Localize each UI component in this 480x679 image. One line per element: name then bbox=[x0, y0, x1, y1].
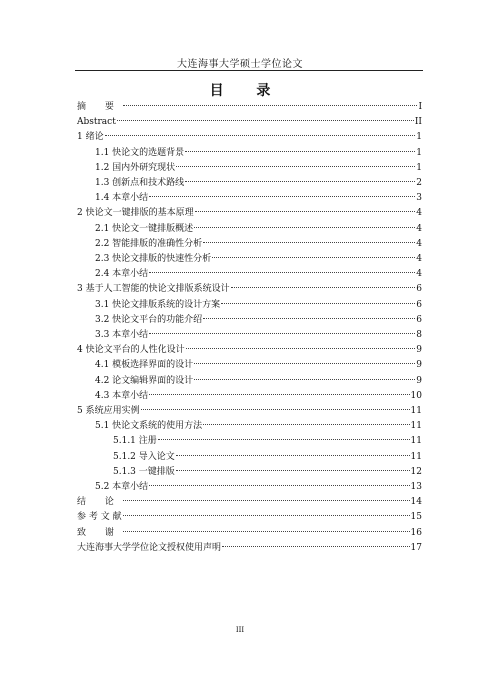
toc-entry-page: 8 bbox=[416, 330, 422, 340]
toc-entry-page: 15 bbox=[410, 512, 422, 523]
toc-entry[interactable] bbox=[95, 480, 422, 494]
toc-entry[interactable] bbox=[95, 176, 422, 190]
toc-entry-label: 5.1 快论文系统的使用方法 bbox=[95, 421, 203, 432]
dot-leader bbox=[194, 363, 415, 364]
dot-leader bbox=[123, 515, 410, 516]
dot-leader bbox=[123, 531, 410, 532]
toc-entry[interactable] bbox=[95, 222, 422, 236]
toc-entry-label: Abstract bbox=[77, 117, 116, 128]
toc-entry-page: 4 bbox=[416, 254, 422, 264]
dot-leader bbox=[149, 272, 415, 273]
dot-leader bbox=[195, 211, 416, 212]
toc-entry-label: 大连海事大学学位论文授权使用声明 bbox=[77, 542, 222, 553]
toc-entry-page: 17 bbox=[410, 542, 422, 553]
toc-entry[interactable] bbox=[77, 541, 422, 555]
toc-entry-page: 9 bbox=[416, 360, 422, 371]
dot-leader bbox=[194, 227, 415, 228]
dot-leader bbox=[123, 105, 418, 106]
toc-entry[interactable] bbox=[95, 374, 422, 388]
toc-entry[interactable] bbox=[95, 161, 422, 175]
toc-entry-page: 16 bbox=[410, 527, 422, 538]
toc-entry-page: 2 bbox=[416, 178, 422, 188]
toc-entry[interactable] bbox=[113, 450, 422, 464]
dot-leader bbox=[149, 394, 409, 395]
toc-entry-page: II bbox=[414, 117, 422, 128]
toc-entry-label: 1.4 本章小结 bbox=[95, 193, 149, 204]
toc-entry-page: 11 bbox=[410, 451, 422, 462]
toc-entry-label: 5.1.2 导入论文 bbox=[113, 451, 175, 462]
dot-leader bbox=[149, 196, 415, 197]
dot-leader bbox=[141, 409, 410, 410]
toc-entry-page: 3 bbox=[416, 193, 422, 204]
page-title: 目 录 bbox=[209, 83, 285, 99]
toc-entry[interactable] bbox=[77, 495, 422, 509]
toc-entry-label: 1.2 国内外研究现状 bbox=[95, 162, 176, 173]
toc-entry-label: 4.2 论文编辑界面的设计 bbox=[95, 375, 194, 386]
toc-entry[interactable] bbox=[95, 358, 422, 372]
toc-entry[interactable] bbox=[95, 328, 422, 342]
toc-entry[interactable] bbox=[95, 146, 422, 160]
toc-entry-page: 4 bbox=[416, 269, 422, 280]
toc-entry-page: 1 bbox=[416, 162, 422, 173]
toc-entry[interactable] bbox=[77, 404, 422, 418]
dot-leader bbox=[212, 257, 415, 258]
toc-entry[interactable] bbox=[95, 237, 422, 251]
toc-entry-label: 参 考 文 献 bbox=[77, 512, 122, 523]
toc-entry-page: 1 bbox=[416, 132, 422, 143]
toc-entry[interactable] bbox=[113, 434, 422, 448]
toc-entry-label: 摘 要 bbox=[77, 102, 122, 112]
toc-entry-label: 5.1.3 一键排版 bbox=[113, 466, 175, 477]
toc-entry-page: 10 bbox=[410, 390, 422, 401]
header-rule bbox=[75, 70, 423, 71]
toc-entry-page: 4 bbox=[416, 238, 422, 249]
dot-leader bbox=[185, 181, 415, 182]
toc-entry-label: 1 绪论 bbox=[77, 132, 104, 143]
toc-entry[interactable] bbox=[113, 465, 422, 479]
toc-entry-page: 4 bbox=[416, 208, 422, 219]
toc-entry[interactable] bbox=[95, 298, 422, 312]
toc-entry[interactable] bbox=[77, 206, 422, 220]
toc-entry-label: 1.1 快论文的选题背景 bbox=[95, 147, 185, 158]
toc-entry-label: 结 论 bbox=[77, 497, 122, 508]
toc-entry-page: 6 bbox=[416, 284, 422, 295]
dot-leader bbox=[149, 485, 409, 486]
toc-entry-page: 14 bbox=[410, 497, 422, 508]
toc-entry[interactable] bbox=[95, 267, 422, 281]
toc-entry-label: 2.2 智能排版的准确性分析 bbox=[95, 238, 203, 249]
toc-entry-page: I bbox=[418, 102, 422, 112]
toc-entry[interactable] bbox=[77, 343, 422, 357]
toc-entry[interactable] bbox=[95, 419, 422, 433]
toc-entry-page: 9 bbox=[416, 375, 422, 386]
toc-entry-label: 3 基于人工智能的快论文排版系统设计 bbox=[77, 284, 230, 295]
toc-entry-page: 6 bbox=[416, 314, 422, 325]
dot-leader bbox=[176, 455, 410, 456]
toc-entry-page: 11 bbox=[410, 421, 422, 432]
toc-entry-label: 3.2 快论文平台的功能介绍 bbox=[95, 314, 203, 325]
toc-entry-page: 11 bbox=[410, 436, 422, 447]
toc-entry-label: 4.1 模板选择界面的设计 bbox=[95, 360, 194, 371]
dot-leader bbox=[231, 287, 416, 288]
toc-entry-label: 3.3 本章小结 bbox=[95, 330, 149, 340]
page-number: III bbox=[235, 626, 245, 634]
running-header: 大连海事大学硕士学位论文 bbox=[177, 59, 303, 70]
dot-leader bbox=[222, 546, 410, 547]
toc-entry-page: 1 bbox=[416, 147, 422, 158]
dot-leader bbox=[194, 379, 415, 380]
toc-entry[interactable] bbox=[77, 526, 422, 540]
toc-entry-page: 11 bbox=[410, 406, 422, 416]
dot-leader bbox=[158, 439, 410, 440]
toc-entry-label: 5 系统应用实例 bbox=[77, 406, 140, 416]
toc-entry[interactable] bbox=[95, 313, 422, 327]
toc-entry-label: 5.2 本章小结 bbox=[95, 482, 149, 492]
toc-entry[interactable] bbox=[95, 252, 422, 266]
dot-leader bbox=[186, 348, 416, 349]
toc-entry-page: 6 bbox=[416, 299, 422, 310]
dot-leader bbox=[105, 135, 416, 136]
toc-entry-page: 9 bbox=[416, 345, 422, 356]
toc-entry-page: 12 bbox=[410, 466, 422, 477]
toc-entry-label: 致 谢 bbox=[77, 527, 122, 538]
dot-leader bbox=[149, 333, 415, 334]
dot-leader bbox=[203, 242, 415, 243]
toc-entry[interactable] bbox=[95, 191, 422, 205]
toc-entry-label: 2.1 快论文一键排版概述 bbox=[95, 223, 194, 234]
toc-entry-label: 2.4 本章小结 bbox=[95, 269, 149, 280]
toc-entry-label: 5.1.1 注册 bbox=[113, 436, 157, 447]
toc-entry-label: 4 快论文平台的人性化设计 bbox=[77, 345, 185, 356]
toc-entry[interactable] bbox=[77, 130, 422, 144]
dot-leader bbox=[176, 166, 415, 167]
dot-leader bbox=[221, 303, 415, 304]
toc-entry[interactable] bbox=[77, 510, 422, 524]
toc-entry[interactable] bbox=[77, 115, 422, 129]
toc-entry-page: 4 bbox=[416, 223, 422, 234]
dot-leader bbox=[203, 318, 415, 319]
toc-entry-label: 2 快论文一键排版的基本原理 bbox=[77, 208, 194, 219]
dot-leader bbox=[117, 120, 414, 121]
toc-entry-label: 4.3 本章小结 bbox=[95, 390, 149, 401]
dot-leader bbox=[203, 424, 409, 425]
dot-leader bbox=[176, 470, 410, 471]
toc-entry-label: 3.1 快论文排版系统的设计方案 bbox=[95, 299, 221, 310]
dot-leader bbox=[185, 151, 415, 152]
toc-entry[interactable] bbox=[77, 282, 422, 296]
toc-entry-label: 2.3 快论文排版的快速性分析 bbox=[95, 254, 212, 264]
dot-leader bbox=[123, 500, 410, 501]
toc-entry[interactable] bbox=[77, 100, 422, 114]
toc-entry-page: 13 bbox=[410, 482, 422, 492]
toc-entry[interactable] bbox=[95, 389, 422, 403]
toc-entry-label: 1.3 创新点和技术路线 bbox=[95, 178, 185, 188]
